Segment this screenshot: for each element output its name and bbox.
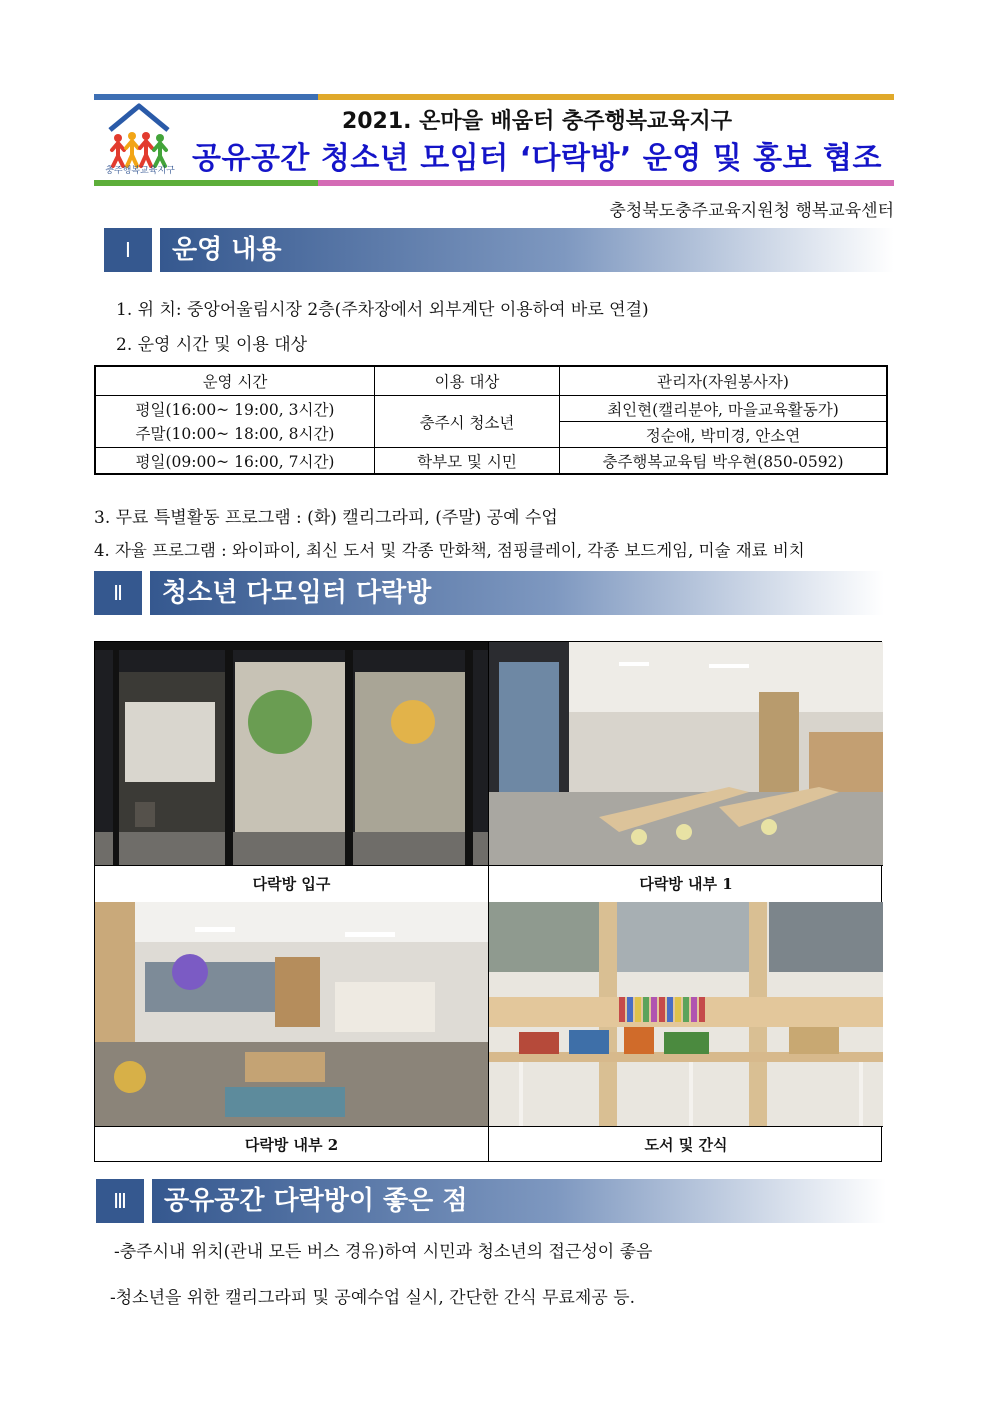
section2-number: Ⅱ [94,571,142,615]
section3-title: 공유공간 다락방이 좋은 점 [152,1179,886,1223]
section3-point-programs: -청소년을 위한 캘리그라피 및 공예수업 실시, 간단한 간식 무료제공 등. [110,1288,636,1308]
table-cell-time [95,396,375,448]
table-header-target: 이용 대상 [375,366,560,396]
section1-item-hours: 2. 운영 시간 및 이용 대상 [116,335,308,355]
photo-interior-1 [489,642,883,865]
header-bottom-rule [94,180,894,186]
photo-grid [94,641,882,1162]
section1-item-free-program: 3. 무료 특별활동 프로그램 : (화) 캘리그라피, (주말) 공예 수업 [94,508,558,528]
section1-item-self-program: 4. 자율 프로그램 : 와이파이, 최신 도서 및 각종 만화책, 점핑클레이, 각종 보드게임, 미술 재료 비치 [94,541,805,560]
header-title-line1: 2021. 온마을 배움터 충주행복교육지구 [341,109,733,134]
grid-divider [488,642,489,1161]
table-cell-target: 학부모 및 시민 [375,448,560,475]
interior2-photo-image [95,902,488,1126]
table-cell-manager: 정순애, 박미경, 안소연 [560,422,888,448]
photo-caption: 도서 및 간식 [489,1126,883,1162]
table-row [95,448,887,475]
header-top-rule [94,94,894,100]
table-cell-time-weekend: 주말(10:00~ 18:00, 8시간) [135,424,335,443]
table-header-manager: 관리자(자원봉사자) [560,366,888,396]
table-header-row [95,366,887,396]
photo-books-snacks [489,902,883,1126]
operation-table [94,365,888,475]
books-snacks-photo-image [489,902,883,1126]
section1-number: Ⅰ [104,228,152,272]
photo-interior-2 [95,902,488,1126]
table-row [95,396,887,422]
table-cell-manager: 충주행복교육팀 박우현(850-0592) [560,448,888,475]
organization-name: 충청북도충주교육지원청 행복교육센터 [609,201,894,221]
header-title-line2: 공유공간 청소년 모임터 ‘다락방’ 운영 및 홍보 협조 [191,141,882,176]
section3-number: Ⅲ [96,1179,144,1223]
section2-title: 청소년 다모임터 다락방 [150,571,884,615]
table-header-time: 운영 시간 [95,366,375,396]
logo-caption: 충주행복교육지구 [105,166,175,176]
section1-item-location: 1. 위 치: 중앙어울림시장 2층(주차장에서 외부계단 이용하여 바로 연결) [116,300,649,320]
photo-caption: 다락방 내부 1 [489,865,883,901]
entrance-photo-image [95,642,488,865]
table-cell-target: 충주시 청소년 [375,396,560,448]
section1-title: 운영 내용 [160,228,894,272]
table-cell-time: 평일(09:00~ 16:00, 7시간) [95,448,375,475]
photo-entrance [95,642,488,865]
photo-caption: 다락방 입구 [95,865,488,901]
photo-caption: 다락방 내부 2 [95,1126,488,1162]
table-cell-time-weekday: 평일(16:00~ 19:00, 3시간) [135,400,335,419]
interior1-photo-image [489,642,883,865]
table-cell-manager: 최인현(캘리분야, 마을교육활동가) [560,396,888,422]
section3-point-accessibility: -충주시내 위치(관내 모든 버스 경유)하여 시민과 청소년의 접근성이 좋음 [114,1242,653,1262]
